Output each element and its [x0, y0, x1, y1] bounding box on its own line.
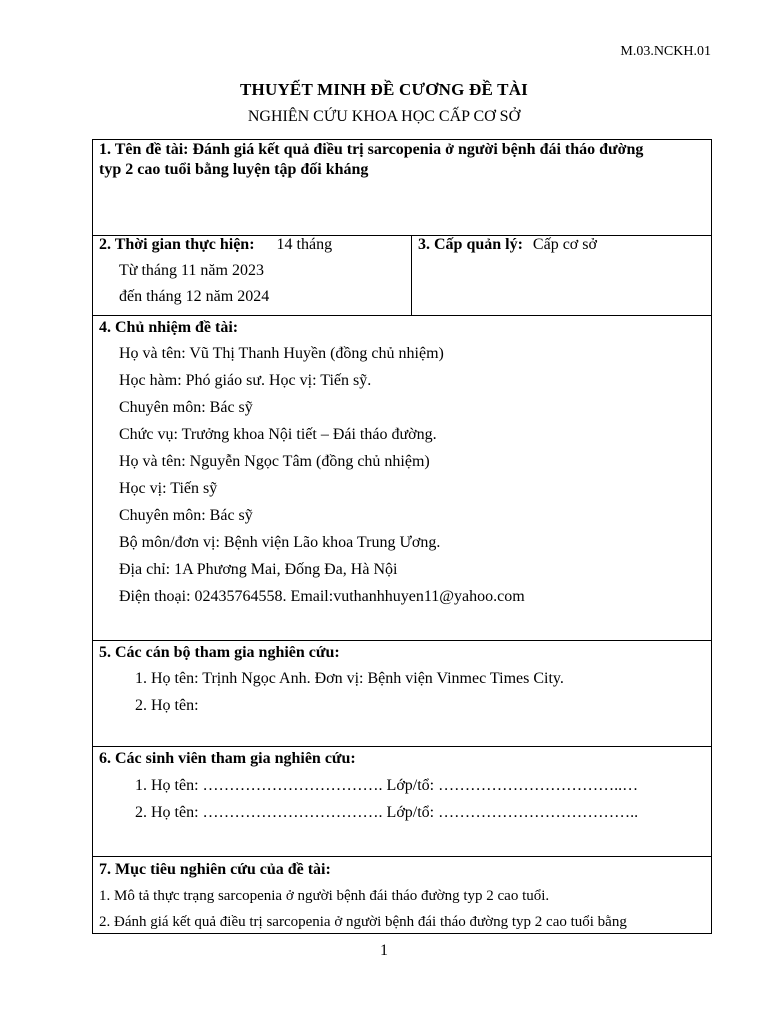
section-objectives	[93, 857, 711, 933]
document-subtitle: NGHIÊN CỨU KHOA HỌC CẤP CƠ SỞ	[247, 108, 521, 125]
pi-line: Học hàm: Phó giáo sư. Học vị: Tiến sỹ.	[119, 372, 372, 389]
section-principal-investigator	[93, 316, 711, 641]
duration-label: 2. Thời gian thực hiện:	[99, 236, 255, 253]
section-management-level	[412, 236, 711, 315]
section-duration	[93, 236, 412, 315]
section-title-label: 1. Tên đề tài:	[99, 141, 189, 158]
section-title-row1	[99, 141, 643, 159]
objective-line: 2. Đánh giá kết quả điều trị sarcopenia ở người bệnh đái tháo đường typ 2 cao tuổi bằng	[99, 914, 627, 930]
pi-label: 4. Chủ nhiệm đề tài:	[99, 319, 239, 336]
student-line: 2. Họ tên: ……………………………. Lớp/tổ: ………………………………..	[135, 804, 639, 821]
staff-label: 5. Các cán bộ tham gia nghiên cứu:	[99, 644, 340, 661]
students-label: 6. Các sinh viên tham gia nghiên cứu:	[99, 750, 356, 767]
document-title: THUYẾT MINH ĐỀ CƯƠNG ĐỀ TÀI	[240, 80, 528, 99]
pi-line: Địa chỉ: 1A Phương Mai, Đống Đa, Hà Nội	[119, 561, 398, 578]
staff-member-line: 2. Họ tên:	[135, 697, 199, 714]
duration-to: đến tháng 12 năm 2024	[119, 288, 270, 305]
section-staff	[93, 641, 711, 747]
staff-member-line: 1. Họ tên: Trịnh Ngọc Anh. Đơn vị: Bệnh viện Vinmec Times City.	[135, 670, 564, 687]
pi-line: Họ và tên: Vũ Thị Thanh Huyền (đồng chủ nhiệm)	[119, 345, 444, 362]
objective-line: 1. Mô tả thực trạng sarcopenia ở người bệnh đái tháo đường typ 2 cao tuổi.	[99, 888, 550, 904]
pi-line: Họ và tên: Nguyễn Ngọc Tâm (đồng chủ nhiệm)	[119, 453, 430, 470]
page-number: 1	[380, 942, 388, 959]
duration-value: 14 tháng	[276, 236, 333, 253]
management-label: 3. Cấp quản lý:	[418, 236, 523, 253]
pi-line: Chuyên môn: Bác sỹ	[119, 507, 253, 524]
pi-line: Chức vụ: Trưởng khoa Nội tiết – Đái tháo đường.	[119, 426, 437, 443]
section-title	[93, 140, 711, 236]
pi-line: Học vị: Tiến sỹ	[119, 480, 218, 497]
section-duration-management	[93, 236, 711, 316]
pi-line: Chuyên môn: Bác sỹ	[119, 399, 253, 416]
management-value: Cấp cơ sở	[532, 236, 597, 253]
project-title-line1: Đánh giá kết quả điều trị sarcopenia ở người bệnh đái tháo đường	[192, 141, 644, 158]
proposal-form	[92, 139, 712, 934]
project-title-line2: typ 2 cao tuổi bằng luyện tập đối kháng	[99, 161, 369, 178]
pi-line: Bộ môn/đơn vị: Bệnh viện Lão khoa Trung Ương.	[119, 534, 441, 551]
student-line: 1. Họ tên: ……………………………. Lớp/tổ: ……………………………..…	[135, 777, 639, 794]
section-students	[93, 747, 711, 857]
objectives-label: 7. Mục tiêu nghiên cứu của đề tài:	[99, 861, 331, 878]
form-code: M.03.NCKH.01	[620, 44, 711, 59]
duration-from: Từ tháng 11 năm 2023	[119, 262, 264, 279]
pi-line: Điện thoại: 02435764558. Email:vuthanhhuyen11@yahoo.com	[119, 588, 525, 605]
